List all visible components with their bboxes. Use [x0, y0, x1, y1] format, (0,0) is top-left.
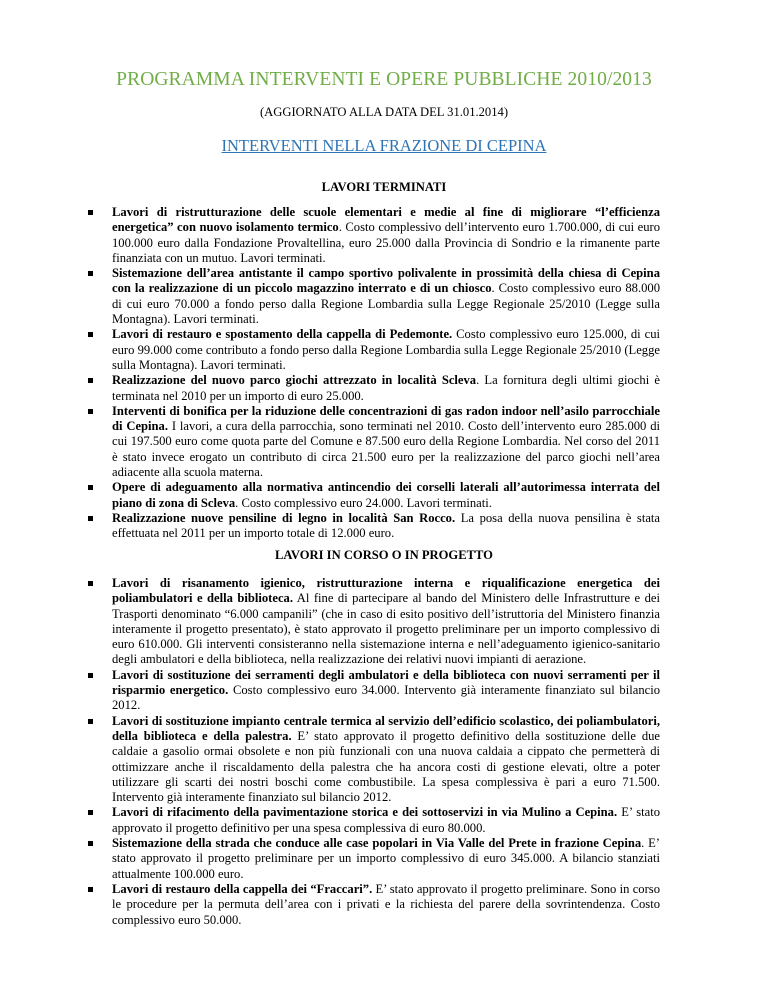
list-item [0, 668, 768, 714]
item-text: . Costo complessivo euro 88.000 di cui euro 70.000 a fondo perso dalla Regione Lombardia sulla Legge Regionale 25/2010 (Legge sulla Montagna). Lavori terminati. [112, 281, 661, 327]
item-title: Interventi di bonifica per la riduzione delle concentrazioni di gas radon indoor nell’asilo parrocchiale di Cepina. [112, 403, 660, 434]
list-item [0, 882, 768, 928]
item-title: Sistemazione dell’area antistante il campo sportivo polivalente in prossimità della chiesa di Cepina con la realizzazione di un piccolo magazzino interrato e di un chiosco [112, 266, 660, 296]
item-text: . La fornitura degli ultimi giochi è terminata nel 2010 per un importo di euro 25.000. [112, 373, 660, 403]
list-item [0, 266, 768, 327]
item-text: . E’ stato approvato il progetto preliminare per un importo complessivo di euro 345.000. A bilancio stanziati attualmente 100.000 euro. [112, 836, 661, 881]
item-title: Realizzazione del nuovo parco giochi attrezzato in località Scleva [112, 373, 477, 388]
list-item [0, 805, 768, 836]
item-text: . Costo complessivo dell’intervento euro 1.700.000, di cui euro 100.000 euro dalla Fondazione Provaltellina, euro 25.000 dalla Provincia di Sondrio e la rimanente parte finanziata con un mutuo. Lavori terminati. [112, 220, 660, 265]
square-bullet-icon [88, 271, 93, 276]
item-text: Costo complessivo euro 34.000. Intervento già interamente finanziato sul bilancio 2012. [112, 683, 660, 713]
list-item [0, 511, 768, 542]
square-bullet-icon [88, 378, 93, 383]
square-bullet-icon [88, 516, 93, 521]
square-bullet-icon [88, 332, 93, 337]
item-title: Opere di adeguamento alla normativa antincendio dei corselli laterali all’autorimessa interrata del piano di zona di Scleva [112, 480, 660, 510]
list-item [0, 205, 768, 266]
list-terminati [0, 205, 768, 542]
item-title: Lavori di restauro e spostamento della cappella di Pedemonte. [112, 327, 453, 342]
item-title: Lavori di sostituzione dei serramenti degli ambulatori e della biblioteca con nuovi serramenti per il risparmio energetico. [112, 667, 660, 698]
list-in-corso [0, 576, 768, 928]
item-title: Lavori di restauro della cappella dei “Fraccari”. [112, 881, 373, 896]
item-text: La posa della nuova pensilina è stata effettuata nel 2011 per un importo totale di 12.000 euro. [112, 510, 661, 541]
item-title: Lavori di sostituzione impianto centrale termica al servizio dell’edificio scolastico, dei poliambulatori, della biblioteca e della palestra. [112, 713, 660, 743]
item-text: . Costo complessivo euro 24.000. Lavori terminati. [235, 495, 492, 510]
list-item [0, 373, 768, 404]
item-title: Lavori di rifacimento della pavimentazione storica e dei sottoservizi in via Mulino a Cepina. [112, 805, 618, 820]
square-bullet-icon [88, 810, 93, 815]
list-item [0, 714, 768, 806]
square-bullet-icon [88, 485, 93, 490]
frazione-heading: INTERVENTI NELLA FRAZIONE DI CEPINA [221, 136, 547, 155]
square-bullet-icon [88, 673, 93, 678]
section-heading-in-corso: LAVORI IN CORSO O IN PROGETTO [275, 548, 493, 562]
item-title: Sistemazione della strada che conduce alle case popolari in Via Valle del Prete in frazione Cepina [112, 836, 642, 851]
item-text: E’ stato approvato il progetto preliminare. Sono in corso le procedure per la permuta dell’area con i privati e la richiesta del parere della sovrintendenza. Costo complessivo euro 50.000. [112, 881, 660, 927]
item-title: Lavori di risanamento igienico, ristrutturazione interna e riqualificazione energetica dei poliambulatori e della biblioteca. [112, 576, 660, 606]
item-title: Realizzazione nuove pensiline di legno in località San Rocco. [112, 510, 456, 525]
item-text: Al fine di partecipare al bando del Ministero delle Infrastrutture e dei Trasporti denominato “6.000 campanili” (che in caso di esito positivo dell’istruttoria del Ministero finanzia interamente il progetto presentato), è stato approvato il progetto preliminare per un importo complessivo di euro 610.000. Gli interventi consisteranno nella sistemazione interna e nell’adeguamento igienico-sanitario degli ambulatori e della biblioteca, nella realizzazione dei relativi nuovi impianti di aerazione. [112, 591, 661, 667]
square-bullet-icon [88, 581, 93, 586]
update-date: (AGGIORNATO ALLA DATA DEL 31.01.2014) [259, 105, 509, 119]
square-bullet-icon [88, 887, 93, 892]
list-item [0, 404, 768, 480]
item-text: E’ stato approvato il progetto definitivo della sostituzione delle due caldaie a gasolio ormai obsolete e non più funzionali con una nuova caldaia a cippato che permetterà di ottimizzare anche il riscaldamento della palestra che ha ancora costi di gestione elevati, oltre a poter utilizzare gli scarti dei nostri boschi come combustibile. La spesa complessiva è pari a euro 71.500. Intervento già interamente finanziato sul bilancio 2012. [112, 728, 660, 805]
list-item [0, 327, 768, 373]
document-title: PROGRAMMA INTERVENTI E OPERE PUBBLICHE 2010/2013 [116, 69, 652, 90]
item-title: Lavori di ristrutturazione delle scuole elementari e medie al fine di migliorare “l’efficienza energetica” con nuovo isolamento termico [112, 205, 660, 235]
square-bullet-icon [88, 409, 93, 414]
list-item [0, 480, 768, 511]
square-bullet-icon [88, 841, 93, 846]
list-item [0, 576, 768, 668]
square-bullet-icon [88, 719, 93, 724]
square-bullet-icon [88, 210, 93, 215]
list-item [0, 836, 768, 882]
item-text: E’ stato approvato il progetto definitivo per una spesa complessiva di euro 80.000. [112, 805, 660, 835]
item-text: Costo complessivo euro 125.000, di cui euro 99.000 come contributo a fondo perso dalla Regione Lombardia sulla Legge Regionale 25/2010 (Legge sulla Montagna). Lavori terminati. [112, 327, 660, 372]
item-text: I lavori, a cura della parrocchia, sono terminati nel 2010. Costo dell’intervento euro 285.000 di cui 197.500 euro come quota parte del Comune e 87.500 euro della Regione Lombardia. Nel corso del 2011 è stato invece erogato un contributo di circa 21.500 euro per la realizzazione del parco giochi nell’area adiacente alla scuola materna. [112, 419, 660, 480]
section-heading-terminati: LAVORI TERMINATI [321, 180, 447, 194]
